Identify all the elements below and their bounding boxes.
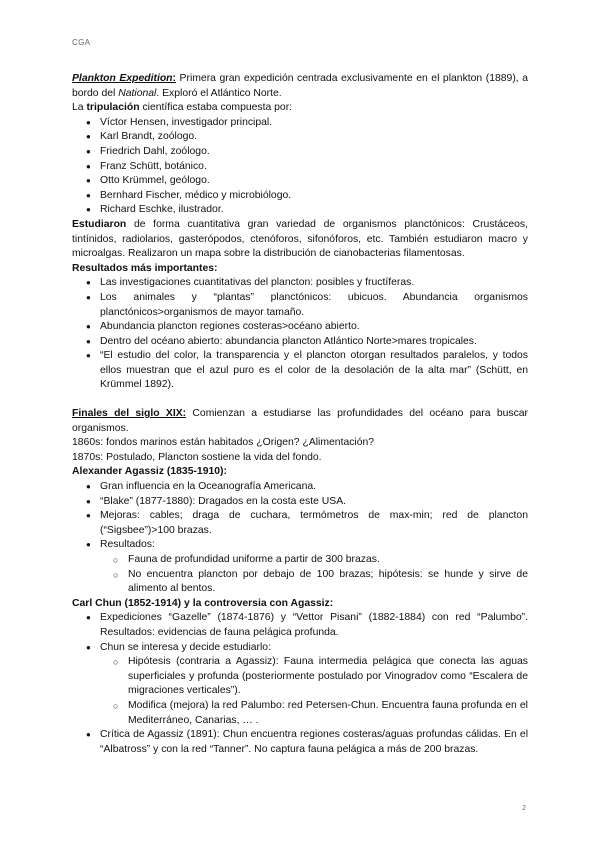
chun-list bbox=[72, 611, 528, 655]
list-item: ○ No encuentra plancton por debajo de 100 brazas; hipótesis: se hunde y sirve de alimento al bentos. bbox=[100, 568, 528, 597]
agassiz-heading: Alexander Agassiz (1835-1910): bbox=[72, 466, 227, 478]
list-item: ● Bernhard Fischer, médico y microbiólogo. bbox=[72, 189, 528, 204]
chun-list-continued bbox=[72, 728, 528, 757]
crew-list bbox=[72, 116, 528, 218]
list-item: ● Las investigaciones cuantitativas del plancton: posibles y fructíferas. bbox=[72, 276, 528, 291]
timeline-1860s: 1860s: fondos marinos están habitados ¿Origen? ¿Alimentación? bbox=[72, 437, 375, 449]
results-list bbox=[72, 276, 528, 393]
chun-heading: Carl Chun (1852-1914) y la controversia con Agassiz: bbox=[72, 597, 334, 609]
list-item: ● Crítica de Agassiz (1891): Chun encuentra regiones costeras/aguas profundas cálidas. En el “Albatross” y con la red “Tanner”. No captura fauna pelágica a más de 200 brazas. bbox=[72, 728, 528, 757]
list-item: ● “El estudio del color, la transparencia y el plancton otorgan resultados paralelos, y todos ellos muestran que el azul puro es el color de la desolación de la alta mar” (Schütt, en Krümmel 1892). bbox=[72, 349, 528, 393]
section-title-plankton-expedition: Plankton Expedition bbox=[72, 73, 173, 84]
list-item: ○ Fauna de profundidad uniforme a partir de 300 brazas. bbox=[100, 553, 528, 568]
list-item: ● Expediciones “Gazelle” (1874-1876) y “Vettor Pisani” (1882-1884) con red “Palumbo”. Resultados: evidencias de fauna pelágica profunda. bbox=[72, 611, 528, 640]
crew-intro: La tripulación científica estaba compuesta por: bbox=[72, 102, 293, 114]
list-item: ● Víctor Hensen, investigador principal. bbox=[72, 116, 528, 131]
results-label: Resultados: bbox=[100, 539, 155, 551]
ship-name: National bbox=[118, 87, 157, 99]
page-number: 2 bbox=[522, 805, 526, 812]
list-item: ● Chun se interesa y decide estudiarlo: bbox=[72, 641, 528, 656]
studied-paragraph: Estudiaron de forma cuantitativa gran variedad de organismos planctónicos: Crustáceos, tintínidos, radiolarios, gasterópodos, ctenóforos, sifonóforos, etc. También estudiaron macro y microalgas. Realizaron un mapa sobre la distribución de cianobacterias filamentosas. bbox=[72, 218, 528, 260]
list-item bbox=[72, 538, 528, 553]
list-item: ● Dentro del océano abierto: abundancia plancton Atlántico Norte>mares tropicales. bbox=[72, 335, 528, 350]
plankton-expedition-intro: Plankton Expedition: Primera gran expedición centrada exclusivamente en el plankton (1889), a bordo del National. Exploró el Atlántico Norte. bbox=[72, 73, 529, 99]
list-item: ● Gran influencia en la Oceanografía Americana. bbox=[72, 480, 528, 495]
document-body bbox=[72, 72, 528, 757]
list-item: ● Otto Krümmel, geólogo. bbox=[72, 174, 528, 189]
late-19th-century-intro: Finales del siglo XIX: Comienzan a estudiarse las profundidades del océano para buscar organismos. bbox=[72, 408, 529, 434]
list-item: ○ Modifica (mejora) la red Palumbo: red Petersen-Chun. Encuentra fauna profunda en el Mediterráneo, Canarias, … . bbox=[100, 699, 528, 728]
list-item: ○ Hipótesis (contraria a Agassiz): Fauna intermedia pelágica que conecta las aguas superficiales y profunda (posteriormente postulado por Vinogradov como “Escalera de migraciones verticales”). bbox=[100, 655, 528, 699]
list-item: ● Friedrich Dahl, zoólogo. bbox=[72, 145, 528, 160]
list-item: ● Mejoras: cables; draga de cuchara, termómetros de max-min; red de plancton (“Sigsbee”)>100 brazas. bbox=[72, 509, 528, 538]
list-item: ● Abundancia plancton regiones costeras>océano abierto. bbox=[72, 320, 528, 335]
section-title-late-19th-century: Finales del siglo XIX: bbox=[72, 408, 187, 420]
chun-sub-list bbox=[100, 655, 528, 728]
page-header: CGA bbox=[72, 38, 91, 47]
timeline-1870s: 1870s: Postulado, Plancton sostiene la vida del fondo. bbox=[72, 451, 322, 463]
list-item: ● “Blake” (1877-1880): Dragados en la costa este USA. bbox=[72, 495, 528, 510]
list-item: ● Los animales y “plantas” planctónicos: ubicuos. Abundancia organismos planctónicos>organismos de mayor tamaño. bbox=[72, 291, 528, 320]
list-item: ● Karl Brandt, zoólogo. bbox=[72, 130, 528, 145]
agassiz-results-list bbox=[100, 553, 528, 597]
results-heading: Resultados más importantes: bbox=[72, 262, 218, 274]
list-item: ● Richard Eschke, ilustrador. bbox=[72, 203, 528, 218]
list-item: ● Franz Schütt, botánico. bbox=[72, 160, 528, 175]
agassiz-list bbox=[72, 480, 528, 553]
